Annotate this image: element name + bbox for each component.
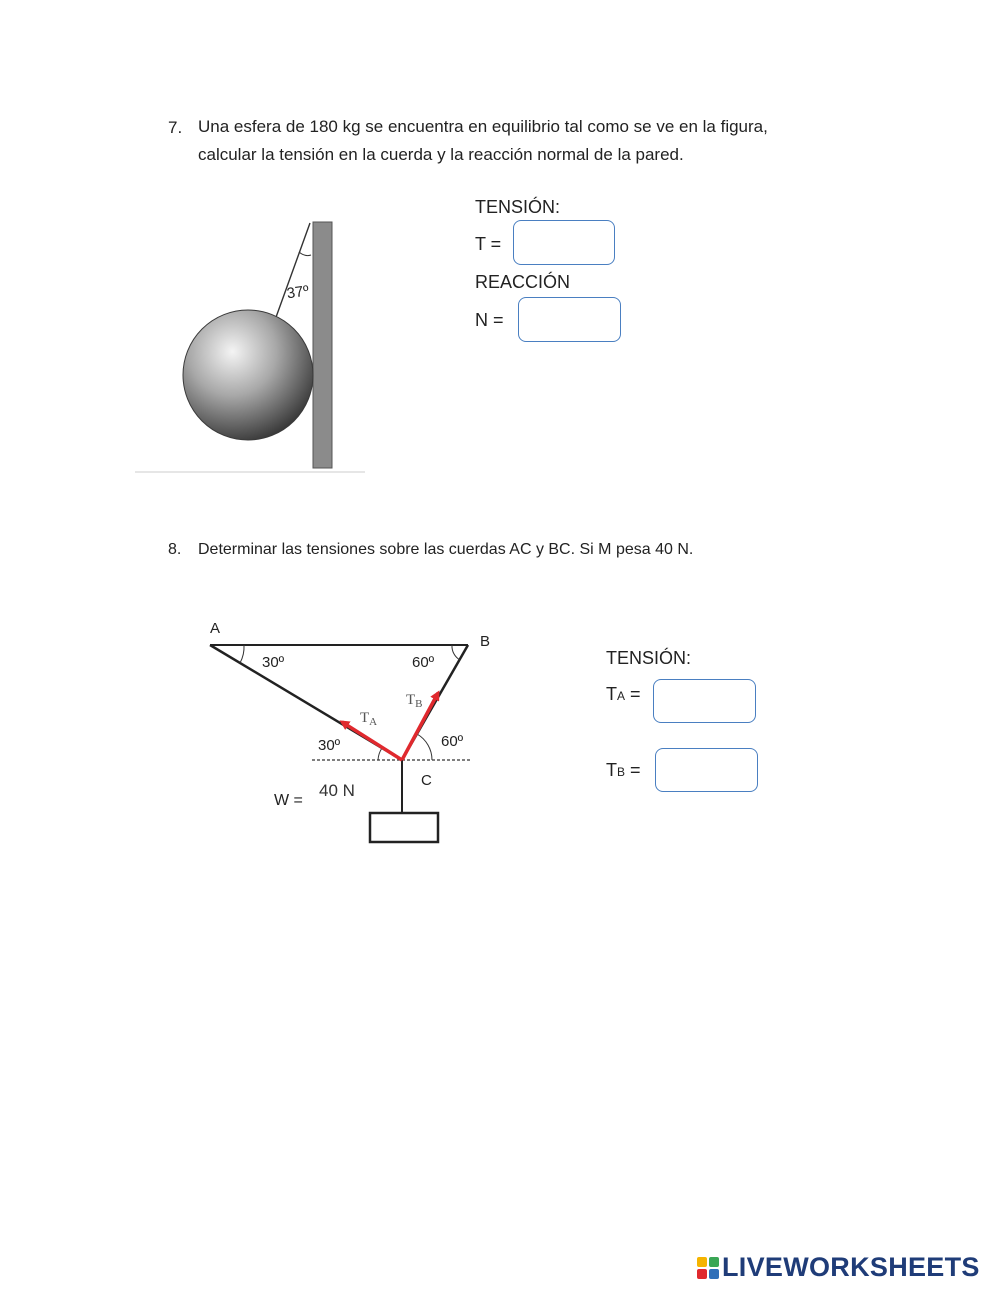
label-b: B xyxy=(480,633,491,650)
q7-tension-heading: TENSIÓN: xyxy=(475,197,561,217)
label-angle-ta: 30º xyxy=(318,737,341,754)
angle-label: 37º xyxy=(285,282,310,303)
q8-ta-input[interactable] xyxy=(653,679,756,723)
label-weight-value: 40 N xyxy=(319,781,355,800)
rope xyxy=(275,223,310,320)
q7-n-label: N = xyxy=(475,310,504,330)
angle-arc-ta xyxy=(378,748,382,760)
q8-text: Determinar las tensiones sobre las cuerdas AC y BC. Si M pesa 40 N. xyxy=(198,541,694,558)
q7-number: 7. xyxy=(168,118,183,137)
label-angle-b: 60º xyxy=(412,654,435,671)
q8-ta-label: TA = xyxy=(606,684,641,704)
q7-sphere-figure xyxy=(130,215,370,480)
label-weight: W = xyxy=(274,792,303,809)
q8-tb-label: TB = xyxy=(606,760,641,780)
q8-tension-heading: TENSIÓN: xyxy=(606,648,692,668)
block-m xyxy=(370,813,438,842)
sphere xyxy=(183,310,313,440)
label-c: C xyxy=(421,772,432,789)
angle-arc-b xyxy=(452,645,460,660)
logo-text: LIVEWORKSHEETS xyxy=(722,1252,980,1282)
angle-arc-tb xyxy=(417,734,432,760)
q7-text-line2: calcular la tensión en la cuerda y la reacción normal de la pared. xyxy=(198,145,684,164)
angle-arc-a xyxy=(240,645,244,663)
logo-grid-icon xyxy=(697,1257,719,1279)
label-angle-tb: 60º xyxy=(441,733,464,750)
q7-tension-input[interactable] xyxy=(513,220,615,265)
q7-reaction-heading: REACCIÓN xyxy=(475,272,571,292)
label-ta: $T_A$ xyxy=(360,710,378,728)
label-tb: $T_B$ xyxy=(406,692,423,710)
label-a: A xyxy=(210,620,221,637)
liveworksheets-logo xyxy=(697,1252,980,1283)
q7-text-line1: Una esfera de 180 kg se encuentra en equilibrio tal como se ve en la figura, xyxy=(198,117,768,136)
q8-tb-input[interactable] xyxy=(655,748,758,792)
q7-t-label: T = xyxy=(475,234,502,254)
wall xyxy=(313,222,332,468)
angle-arc xyxy=(299,252,311,256)
q8-number: 8. xyxy=(168,541,182,558)
q7-normal-input[interactable] xyxy=(518,297,621,342)
q8-strings-figure xyxy=(200,615,510,850)
label-angle-a: 30º xyxy=(262,654,285,671)
